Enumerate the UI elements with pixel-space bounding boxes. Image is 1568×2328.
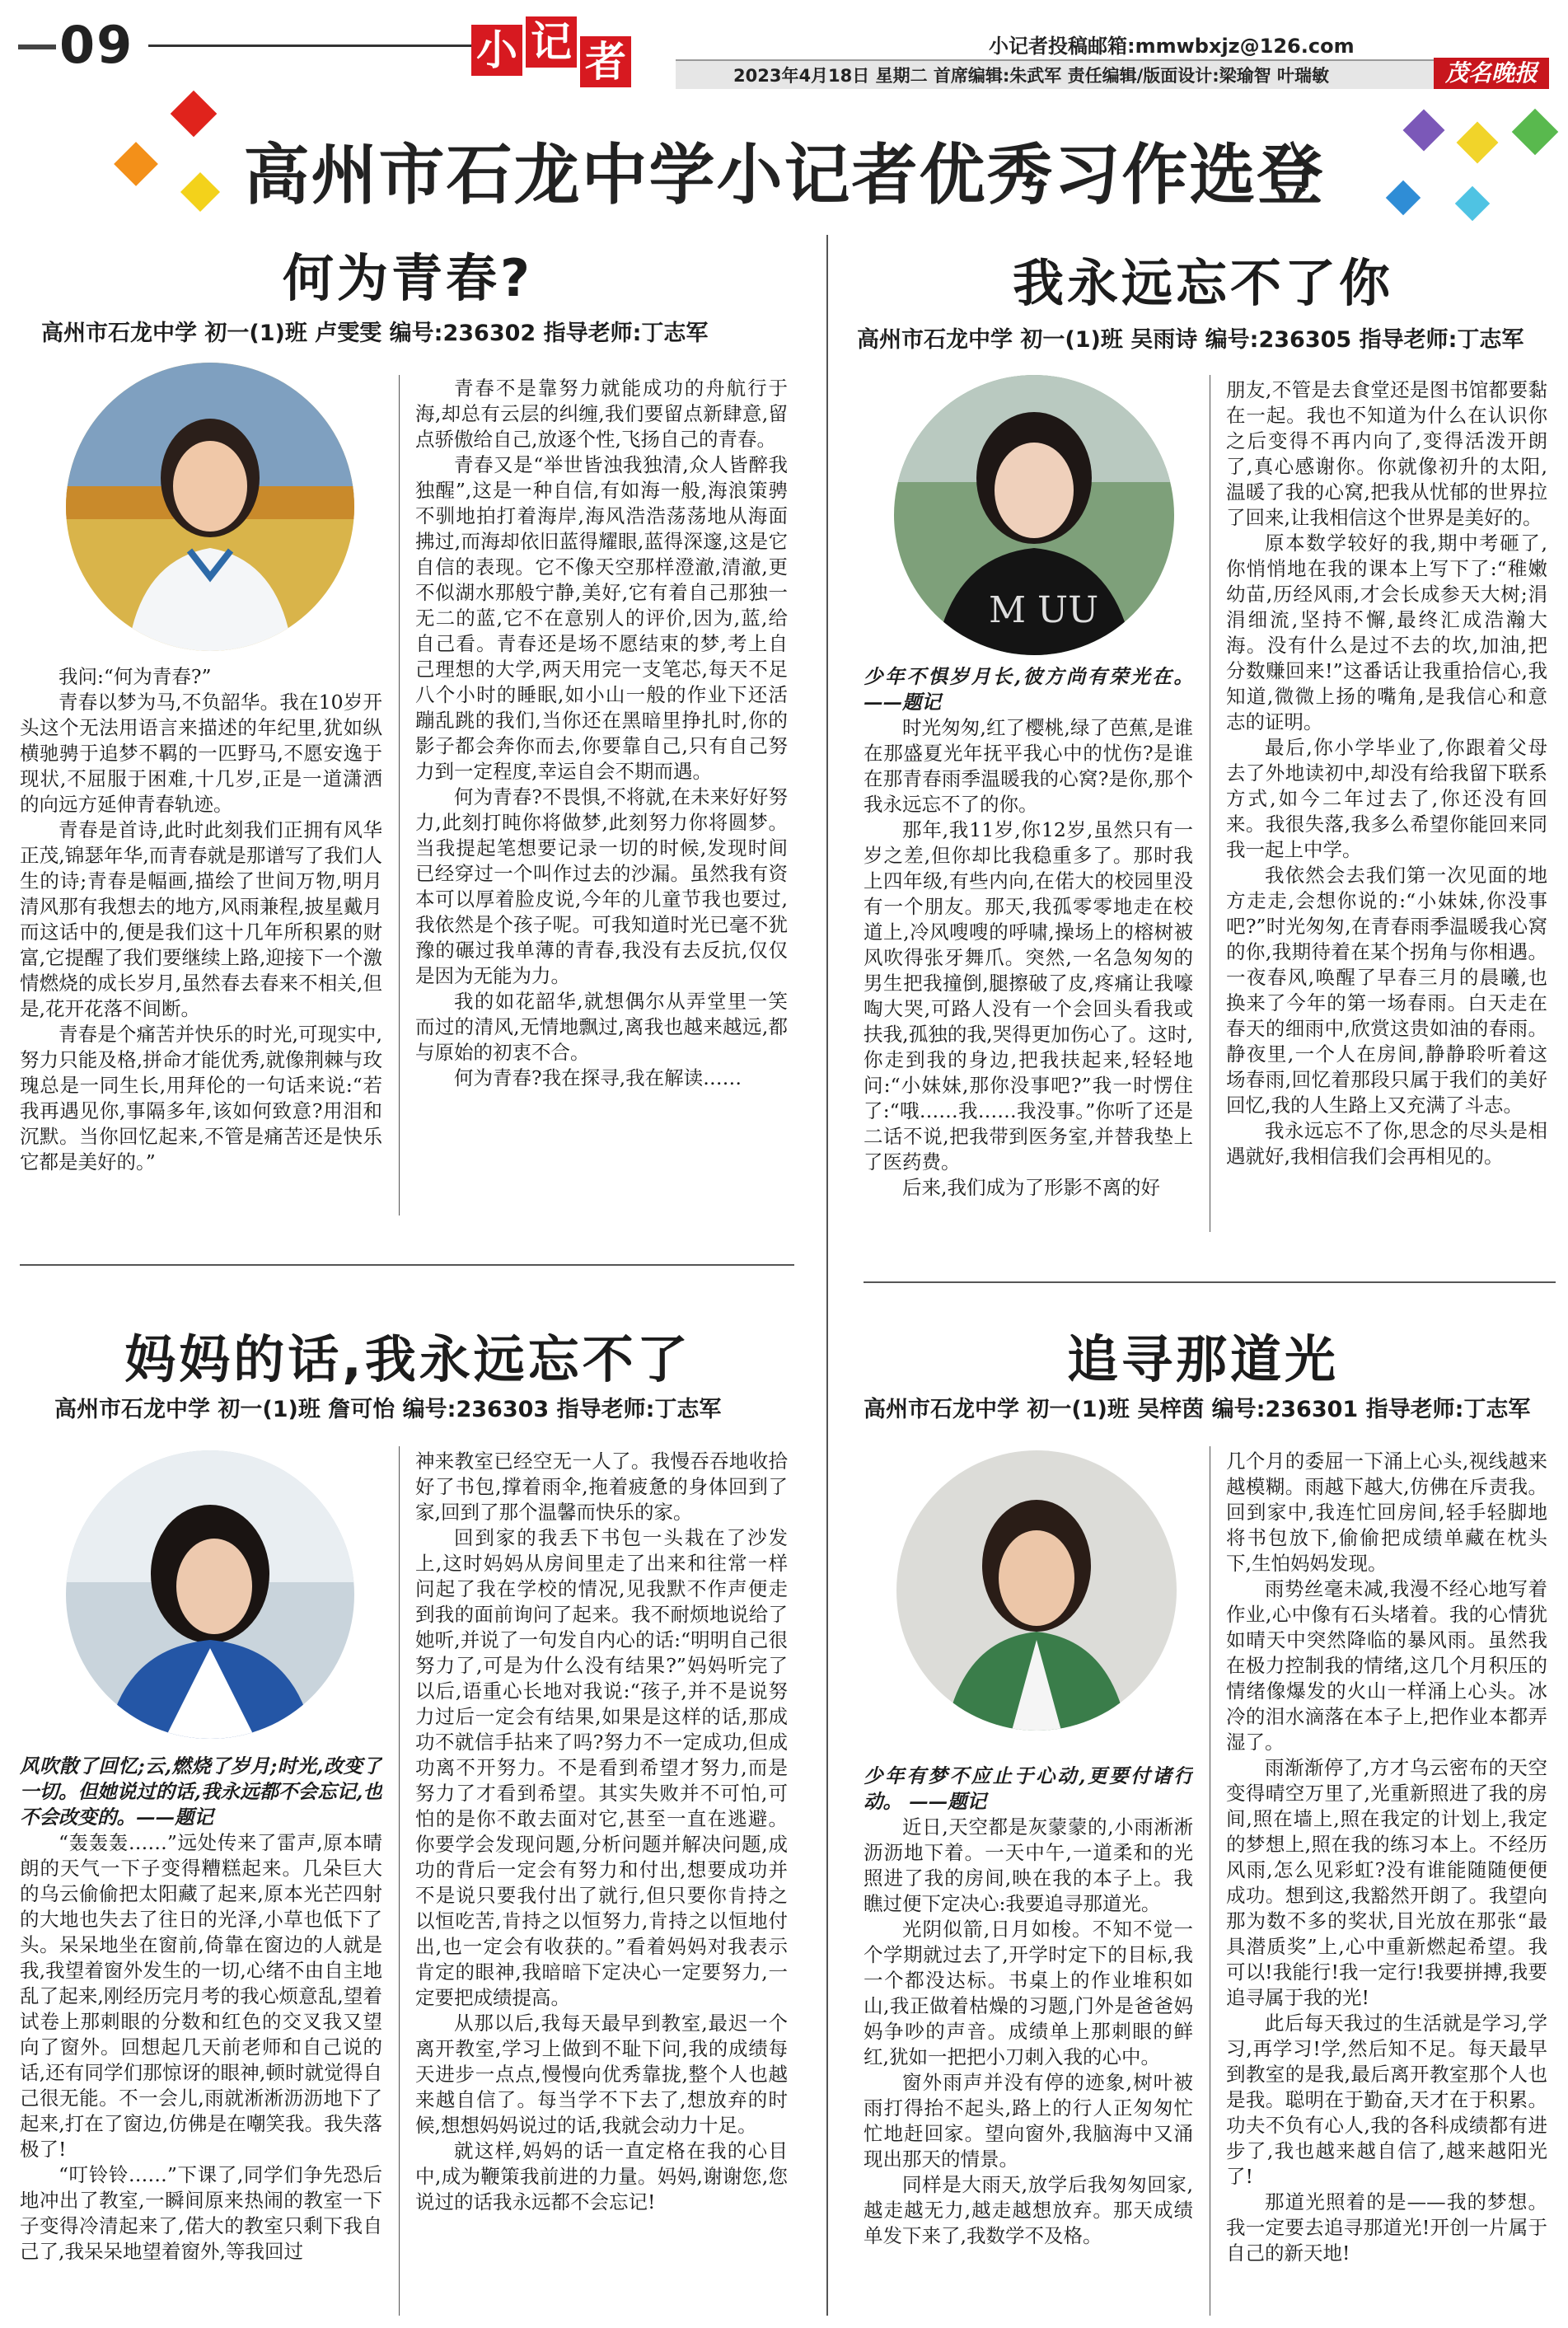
article-column <box>864 1764 1193 2324</box>
article-column <box>20 1754 382 2322</box>
page-number: 09 <box>59 15 134 75</box>
paragraph: 光阴似箭,日月如梭。不知不觉一个学期就过去了,开学时定下的目标,我一个都没达标。书桌上的作业堆积如山,我正做着枯燥的习题,门外是爸爸妈妈争吵的声音。成绩单上那刺眼的鲜红,犹如一把把小刀刺入我的心中。 <box>864 1918 1193 2068</box>
paragraph: 神来教室已经空无一人了。我慢吞吞地收拾好了书包,撑着雨伞,拖着疲惫的身体回到了家,回到了那个温馨而快乐的家。 <box>415 1450 788 1524</box>
column-divider <box>826 235 828 2316</box>
paragraph: 青春又是“举世皆浊我独清,众人皆醉我独醒”,这是一种自信,有如海一般,海浪策骋不驯地拍打着海岸,海风浩浩荡荡地从海面拂过,而海却依旧蓝得耀眼,蓝得深邃,这是它自信的表现。它不像天空那样澄澈,清澈,更不似湖水那般宁静,美好,它有着自己那独一无二的蓝,它不在意别人的评价,因为,蓝,给自己看。青春还是场不愿结束的梦,考上自己理想的大学,两天用完一支笔芯,每天不足八个小时的睡眠,如小山一般的作业下还活蹦乱跳的我们,当你还在黑暗里挣扎时,你的影子都会奔你而去,你要靠自己,只有自己努力到一定程度,幸运自会不期而遇。 <box>415 453 788 783</box>
article-byline: 高州市石龙中学 初一(1)班 吴雨诗 编号:236305 指导老师:丁志军 <box>857 327 1524 353</box>
article-byline: 高州市石龙中学 初一(1)班 卢雯雯 编号:236302 指导老师:丁志军 <box>41 321 709 346</box>
paragraph: 就这样,妈妈的话一直定格在我的心目中,成为鞭策我前进的力量。妈妈,谢谢您,您说过的话我永远都不会忘记! <box>415 2139 788 2213</box>
paragraph: 时光匆匆,红了樱桃,绿了芭蕉,是谁在那盛夏光年抚平我心中的忧伤?是谁在那青春雨季温暖我的心窝?是你,那个我永远忘不了的你。 <box>864 716 1193 816</box>
epigraph: 少年有梦不应止于心动,更要付诸行动。 ——题记 <box>864 1764 1193 1813</box>
article-title: 追寻那道光 <box>1066 1329 1339 1389</box>
section-char: 者 <box>580 36 631 87</box>
section-rule <box>20 1264 794 1266</box>
article-column <box>415 376 788 1225</box>
paragraph: 何为青春?我在探寻,我在解读…… <box>454 1066 742 1089</box>
paragraph: 最后,你小学毕业了,你跟着父母去了外地读初中,却没有给我留下联系方式,如今二年过去了,你还没有回来。我很失落,我多么希望你能回来同我一起上中学。 <box>1226 736 1547 861</box>
paragraph: 青春不是靠努力就能成功的舟航行于海,却总有云层的纠缠,我们要留点新肆意,留点骄傲给自己,放逐个性,飞扬自己的青春。 <box>415 377 788 451</box>
paragraph: 后来,我们成为了形影不离的好 <box>902 1176 1160 1199</box>
paragraph: 近日,天空都是灰蒙蒙的,小雨淅淅沥沥地下着。一天中午,一道柔和的光照进了我的房间,映在我的本子上。我瞧过便下定决心:我要追寻那道光。 <box>864 1815 1193 1915</box>
article-column <box>864 664 1193 1249</box>
article-title: 妈妈的话,我永远忘不了 <box>124 1329 691 1389</box>
page-headline: 高州市石龙中学小记者优秀习作选登 <box>243 137 1325 213</box>
article-column <box>1226 377 1547 1251</box>
author-photo <box>894 375 1174 655</box>
dateline: 2023年4月18日 星期二 首席编辑:朱武军 责任编辑/版面设计:梁瑜智 叶瑞敏 <box>733 66 1329 86</box>
inner-column-rule <box>399 375 400 1216</box>
section-char: 小 <box>471 25 522 76</box>
paragraph: 雨势丝毫未减,我漫不经心地写着作业,心中像有石头堵着。我的心情犹如晴天中突然降临的暴风雨。虽然我在极力控制我的情绪,这几个月积压的情绪像爆发的火山一样涌上心头。冰冷的泪水滴落在本子上,把作业本都弄湿了。 <box>1226 1577 1547 1754</box>
inner-column-rule <box>399 1446 400 2316</box>
svg-text:M UU: M UU <box>989 589 1099 631</box>
paragraph: 那道光照着的是——我的梦想。我一定要去追寻那道光!开创一片属于自己的新天地! <box>1226 2190 1547 2265</box>
paragraph: 雨渐渐停了,方才乌云密布的天空变得晴空万里了,光重新照进了我的房间,照在墙上,照在我定的计划上,我定的梦想上,照在我的练习本上。不经历风雨,怎么见彩虹?没有谁能随随便便成功。想到这,我豁然开朗了。我望向那为数不多的奖状,目光放在那张“最具潜质奖”上,心中重新燃起希望。我可以!我能行!我一定行!我要拼搏,我要追寻属于我的光! <box>1226 1756 1547 2009</box>
article-column <box>415 1449 788 2322</box>
paragraph: 青春是首诗,此时此刻我们正拥有风华正茂,锦瑟年华,而青春就是那谱写了我们人生的诗;青春是幅画,描绘了世间万物,明月清风那有我想去的地方,风雨兼程,披星戴月而这话中的,便是我们这十几年所积累的财富,它提醒了我们要继续上路,迎接下一个激情燃烧的成长岁月,虽然春去春来不相关,但是,花开花落不间断。 <box>20 818 382 1020</box>
article-column <box>1226 1449 1547 2322</box>
article-byline: 高州市石龙中学 初一(1)班 詹可怡 编号:236303 指导老师:丁志军 <box>54 1397 722 1422</box>
paragraph: 几个月的委屈一下涌上心头,视线越来越模糊。雨越下越大,仿佛在斥责我。回到家中,我连忙回房间,轻手轻脚地将书包放下,偷偷把成绩单藏在枕头下,生怕妈妈发现。 <box>1226 1450 1547 1575</box>
section-rule <box>864 1281 1556 1283</box>
paragraph: 青春是个痛苦并快乐的时光,可现实中,努力只能及格,拼命才能优秀,就像荆棘与玫瑰总是一同生长,用拜伦的一句话来说:“若我再遇见你,事隔多年,该如何致意?用泪和沉默。当你回忆起来,不管是痛苦还是快乐它都是美好的。” <box>20 1023 382 1173</box>
paragraph: 我依然会去我们第一次见面的地方走走,会想你说的:“小妹妹,你没事吧?”时光匆匆,在青春雨季温暖我心窝的你,我期待着在某个拐角与你相遇。一夜春风,唤醒了早春三月的晨曦,也换来了今年的第一场春雨。白天走在春天的细雨中,欣赏这贵如油的春雨。静夜里,一个人在房间,静静聆听着这场春雨,回忆着那段只属于我们的美好回忆,我的人生路上又充满了斗志。 <box>1226 864 1547 1117</box>
paragraph: 此后每天我过的生活就是学习,学习,再学习!学,然后知不足。每天最早到教室的是我,最后离开教室那个人也是我。聪明在于勤奋,天才在于积累。功夫不负有心人,我的各科成绩都有进步了,我也越来越自信了,越来越阳光了! <box>1226 2012 1547 2188</box>
paragraph: 同样是大雨天,放学后我匆匆回家,越走越无力,越走越想放弃。那天成绩单发下来了,我数学不及格。 <box>864 2173 1193 2247</box>
page-number-dash <box>18 44 56 49</box>
submission-email: 小记者投稿邮箱:mmwbxjz@126.com <box>989 35 1355 58</box>
paragraph: 回到家的我丢下书包一头栽在了沙发上,这时妈妈从房间里走了出来和往常一样问起了我在学校的情况,见我默不作声便走到我的面前询问了起来。我不耐烦地说给了她听,并说了一句发自内心的话:“明明自己很努力了,可是为什么没有结果?”妈妈听完了以后,语重心长地对我说:“孩子,并不是说努力过后一定会有结果,如果是这样的话,那成功不就信手拈来了吗?努力不一定成功,但成功离不开努力。不是看到希望才努力,而是努力了才看到希望。其实失败并不可怕,可怕的是你不敢去面对它,甚至一直在逃避。你要学会发现问题,分析问题并解决问题,成功的背后一定会有努力和付出,想要成功并不是说只要我付出了就行,但只要你肯持之以恒吃苦,肯持之以恒努力,肯持之以恒地付出,也一定会有收获的。”看着妈妈对我表示肯定的眼神,我暗暗下定决心一定要努力,一定要把成绩提高。 <box>415 1526 788 2009</box>
paragraph: “轰轰轰……”远处传来了雷声,原本晴朗的天气一下子变得糟糕起来。几朵巨大的乌云偷偷把太阳藏了起来,原本光芒四射的大地也失去了往日的光泽,小草也低下了头。呆呆地坐在窗前,倚靠在窗边的人就是我,我望着窗外发生的一切,心绪不由自主地乱了起来,刚经历完月考的我心烦意乱,望着试卷上那刺眼的分数和红色的交叉我又望向了窗外。回想起几天前老师和自己说的话,还有同学们那惊讶的眼神,顿时就觉得自己很无能。不一会儿,雨就淅淅沥沥地下了起来,打在了窗边,仿佛是在嘲笑我。我失落极了! <box>20 1831 382 2161</box>
paragraph: 我问:“何为青春?” <box>59 665 212 688</box>
epigraph: 风吹散了回忆;云,燃烧了岁月;时光,改变了一切。但她说过的话,我永远都不会忘记,也不会改变的。——题记 <box>20 1754 382 1829</box>
epigraph: 少年不惧岁月长,彼方尚有荣光在。 ——题记 <box>864 665 1193 714</box>
article-byline: 高州市石龙中学 初一(1)班 吴梓茵 编号:236301 指导老师:丁志军 <box>864 1397 1531 1422</box>
paragraph: 从那以后,我每天最早到教室,最迟一个离开教室,学习上做到不耻下问,我的成绩每天进步一点点,慢慢向优秀靠拢,整个人也越来越自信了。每当学不下去了,想放弃的时候,想想妈妈说过的话,我就会动力十足。 <box>415 2012 788 2137</box>
paragraph: 朋友,不管是去食堂还是图书馆都要黏在一起。我也不知道为什么在认识你之后变得不再内向了,变得活泼开朗了,真心感谢你。你就像初升的太阳,温暖了我的心窝,把我从忧郁的世界拉了回来,让我相信这个世界是美好的。 <box>1226 378 1547 529</box>
author-photo <box>66 363 354 651</box>
paragraph: 何为青春?不畏惧,不将就,在未来好好努力,此刻打盹你将做梦,此刻努力你将圆梦。当我提起笔想要记录一切的时候,发现时间已经穿过一个叫作过去的沙漏。虽然我有资本可以厚着脸皮说,今年的儿童节我也要过,我依然是个孩子呢。可我知道时光已毫不犹豫的碾过我单薄的青春,我没有去反抗,仅仅是因为无能为力。 <box>415 785 788 987</box>
paragraph: “叮铃铃……”下课了,同学们争先恐后地冲出了教室,一瞬间原来热闹的教室一下子变得冷清起来了,偌大的教室只剩下我自己了,我呆呆地望着窗外,等我回过 <box>20 2163 382 2263</box>
author-photo <box>896 1450 1177 1731</box>
paragraph: 原本数学较好的我,期中考砸了,你悄悄地在我的课本上写下了:“稚嫩幼苗,历经风雨,才会长成参天大树;涓涓细流,坚持不懈,最终汇成浩瀚大海。没有什么是过不去的坎,加油,把分数赚回来!”这番话让我重拾信心,我知道,微微上扬的嘴角,是我信心和意志的证明。 <box>1226 532 1547 733</box>
paragraph: 我的如花韶华,就想偶尔从弄堂里一笑而过的清风,无情地飘过,离我也越来越远,都与原始的初衷不合。 <box>415 990 788 1064</box>
article-title: 何为青春? <box>283 248 533 308</box>
masthead-rule <box>148 44 478 47</box>
article-column <box>20 664 382 1216</box>
paragraph: 窗外雨声并没有停的迹象,树叶被雨打得抬不起头,路上的行人正匆匆忙忙地赶回家。望向窗外,我脑海中又涌现出那天的情景。 <box>864 2071 1193 2171</box>
author-photo <box>66 1450 354 1739</box>
section-char: 记 <box>526 16 577 68</box>
paragraph: 我永远忘不了你,思念的尽头是相遇就好,我相信我们会再相见的。 <box>1226 1119 1547 1168</box>
paragraph: 青春以梦为马,不负韶华。我在10岁开头这个无法用语言来描述的年纪里,犹如纵横驰骋于追梦不羁的一匹野马,不愿安逸于现状,不屈服于困难,十几岁,正是一道潇洒的向远方延伸青春轨迹。 <box>20 691 382 816</box>
article-title: 我永远忘不了你 <box>1012 253 1393 313</box>
section-badge <box>471 18 634 87</box>
paragraph: 那年,我11岁,你12岁,虽然只有一岁之差,但你却比我稳重多了。那时我上四年级,有些内向,在偌大的校园里没有一个朋友。那天,我孤零零地走在校道上,冷风嗖嗖的呼啸,操场上的榕树被风吹得张牙舞爪。突然,一名急匆匆的男生把我撞倒,腿擦破了皮,疼痛让我嚎啕大哭,可路人没有一个会回头看我或扶我,孤独的我,哭得更加伤心了。这时,你走到我的身边,把我扶起来,轻轻地问:“小妹妹,那你没事吧?”我一时愣住了:“哦……我……我没事。”你听了还是二话不说,把我带到医务室,并替我垫上了医药费。 <box>864 818 1193 1173</box>
newspaper-logo: 茂名晚报 <box>1434 58 1549 89</box>
